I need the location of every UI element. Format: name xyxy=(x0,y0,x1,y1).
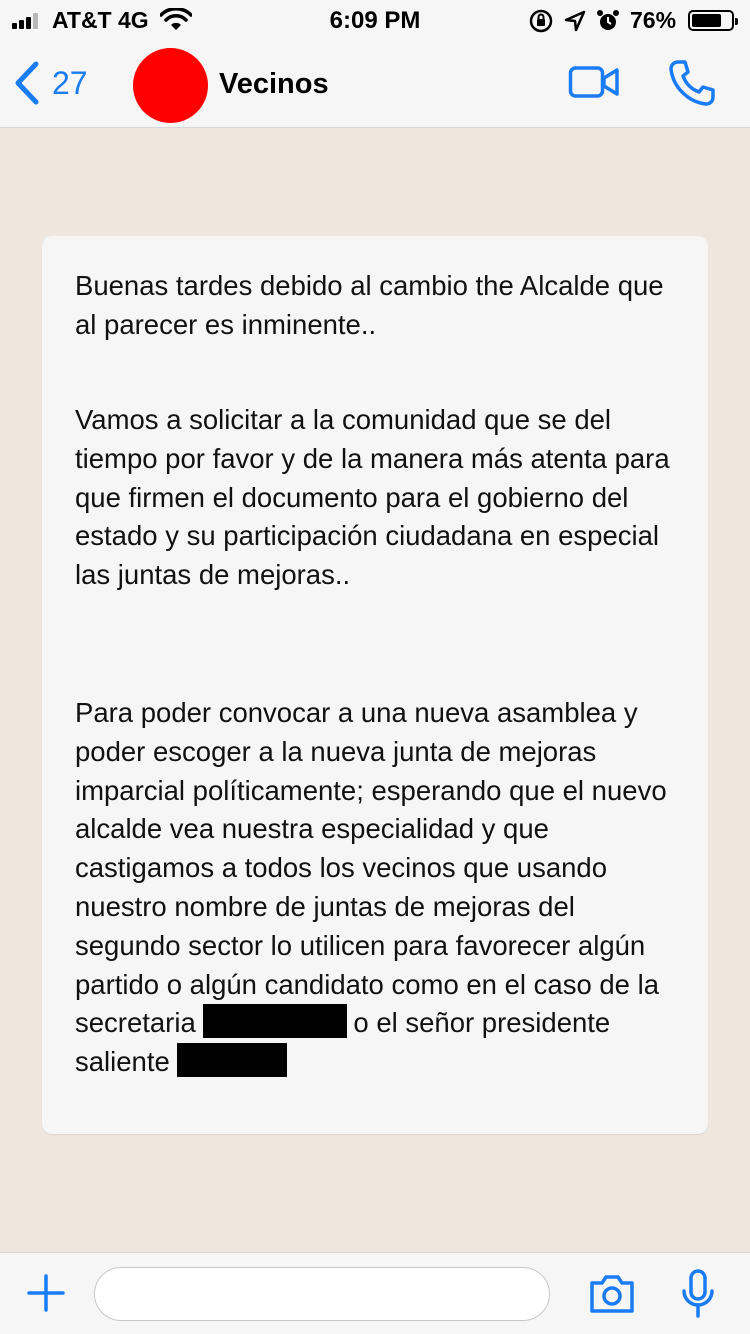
message-paragraph-3-text: Para poder convocar a una nueva asamblea y poder escoger a la nueva junta de mejoras imparcial políticamente; esperando que el nuevo alcalde vea nuestra especialidad y que castigamos a todos los vecinos que usando nuestro nombre de juntas de mejoras del segundo sector lo utilicen para favorecer algún partido o algún candidato como en el caso de la secretaria xyxy=(75,697,667,1039)
redacted-name-block xyxy=(177,1043,287,1077)
message-paragraph-3 xyxy=(75,694,685,1082)
battery-icon xyxy=(688,10,734,31)
unread-count: 27 xyxy=(52,64,88,101)
redacted-name-block xyxy=(203,1004,347,1038)
video-call-icon[interactable] xyxy=(568,64,620,100)
chat-header xyxy=(0,40,750,128)
message-bubble[interactable] xyxy=(42,236,708,1134)
battery-percentage: 76% xyxy=(630,7,677,33)
clock: 6:09 PM xyxy=(329,7,421,34)
plus-icon[interactable] xyxy=(26,1273,66,1313)
chevron-left-icon xyxy=(14,61,40,105)
alarm-icon xyxy=(596,9,620,33)
avatar[interactable] xyxy=(133,48,208,123)
microphone-icon[interactable] xyxy=(680,1269,716,1319)
message-paragraph-1: Buenas tardes debido al cambio the Alcalde que al parecer es inminente.. xyxy=(75,270,664,340)
back-button[interactable] xyxy=(14,60,88,106)
rotation-lock-icon xyxy=(528,8,554,34)
message-paragraph-2: Vamos a solicitar a la comunidad que se del tiempo por favor y de la manera más atenta para que firmen el documento para el gobierno del estado y su participación ciudadana en especial las juntas de mejoras.. xyxy=(75,404,670,591)
message-input[interactable] xyxy=(94,1267,550,1321)
location-arrow-icon xyxy=(564,10,586,32)
status-bar xyxy=(0,0,750,40)
input-bar xyxy=(0,1252,750,1334)
camera-icon[interactable] xyxy=(588,1273,636,1315)
chat-title[interactable]: Vecinos xyxy=(219,68,329,100)
carrier-label: AT&T 4G xyxy=(52,7,149,33)
message-paragraph-3-tail: o el señor presidente saliente xyxy=(75,1007,611,1078)
phone-icon[interactable] xyxy=(668,59,716,107)
